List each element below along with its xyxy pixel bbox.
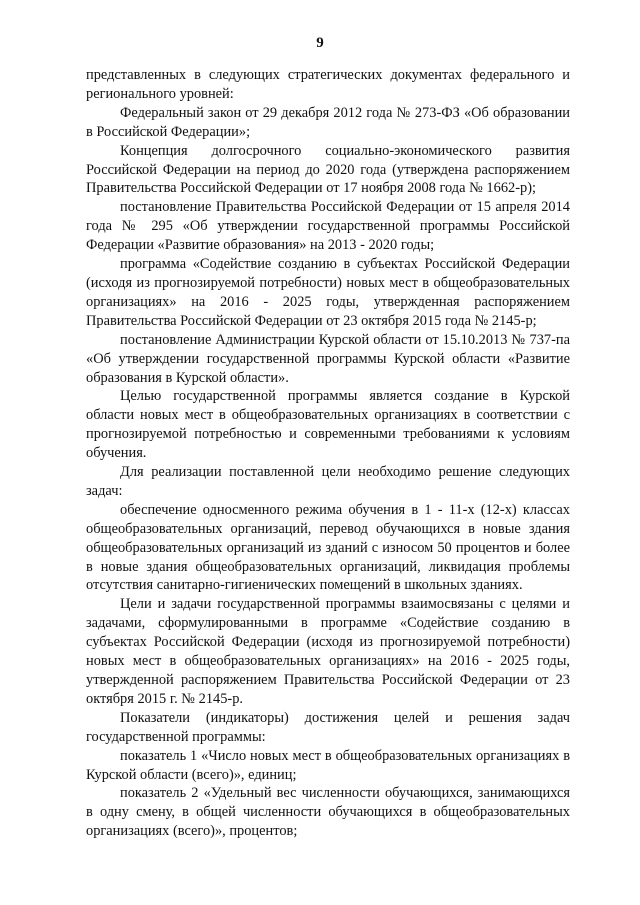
paragraph-indicator-1: показатель 1 «Число новых мест в общеобразовательных организациях в Курской области (всего)», единиц;	[86, 747, 570, 783]
paragraph-task: обеспечение односменного режима обучения в 1 - 11-х (12-х) классах общеобразовательных организаций, перевод обучающихся в новые здания общеобразовательных организаций из зданий с износом 50 процентов и более в новые здания общеобразовательных организаций, ликвидация проблемы отсутствия санитарно-гигиенических помещений в школьных зданиях.	[86, 501, 570, 594]
paragraph-concept: Концепция долгосрочного социально-экономического развития Российской Федерации на период до 2020 года (утверждена распоряжением Правительства Российской Федерации от 17 ноября 2008 года № 1662-р);	[86, 142, 570, 197]
paragraph-goal: Целью государственной программы является создание в Курской области новых мест в общеобразовательных организациях в соответствии с прогнозируемой потребностью и современными требованиями к условиям обучения.	[86, 388, 570, 462]
paragraph-tasks-intro: Для реализации поставленной цели необходимо решение следующих задач:	[86, 464, 570, 499]
paragraph-goals-link: Цели и задачи государственной программы взаимосвязаны с целями и задачами, сформулированными в программе «Содействие созданию в субъектах Российской Федерации (исходя из прогнозируемой потребности) новых мест в общеобразовательных организациях» на 2016 - 2025 годы, утвержденной распоряжением Правительства Российской Федерации от 23 октября 2015 г. № 2145-р.	[86, 596, 570, 707]
paragraph-program: программа «Содействие созданию в субъектах Российской Федерации (исходя из прогнозируемой потребности) новых мест в общеобразовательных организациях» на 2016 - 2025 годы, утвержденная распоряжением Правительства Российской Федерации от 23 октября 2015 года № 2145-р;	[86, 256, 570, 329]
paragraph-government-resolution: постановление Правительства Российской Федерации от 15 апреля 2014 года № 295 «Об утверждении государственной программы Российской Федерации «Развитие образования» на 2013 - 2020 годы;	[86, 199, 570, 254]
page-number: 9	[316, 35, 324, 51]
paragraph-indicator-2: показатель 2 «Удельный вес численности обучающихся, занимающихся в одну смену, в общей численности обучающихся в общеобразовательных организациях (всего)», процентов;	[86, 785, 570, 840]
paragraph-federal-law: Федеральный закон от 29 декабря 2012 года № 273-ФЗ «Об образовании в Российской Федерации»;	[86, 104, 570, 140]
paragraph-regional-resolution: постановление Администрации Курской области от 15.10.2013 № 737-па «Об утверждении государственной программы Курской области «Развитие образования в Курской области».	[86, 331, 570, 386]
document-body	[86, 66, 570, 841]
paragraph-intro: представленных в следующих стратегических документах федерального и регионального уровней:	[86, 67, 570, 102]
paragraph-indicators-intro: Показатели (индикаторы) достижения целей и решения задач государственной программы:	[86, 709, 570, 745]
